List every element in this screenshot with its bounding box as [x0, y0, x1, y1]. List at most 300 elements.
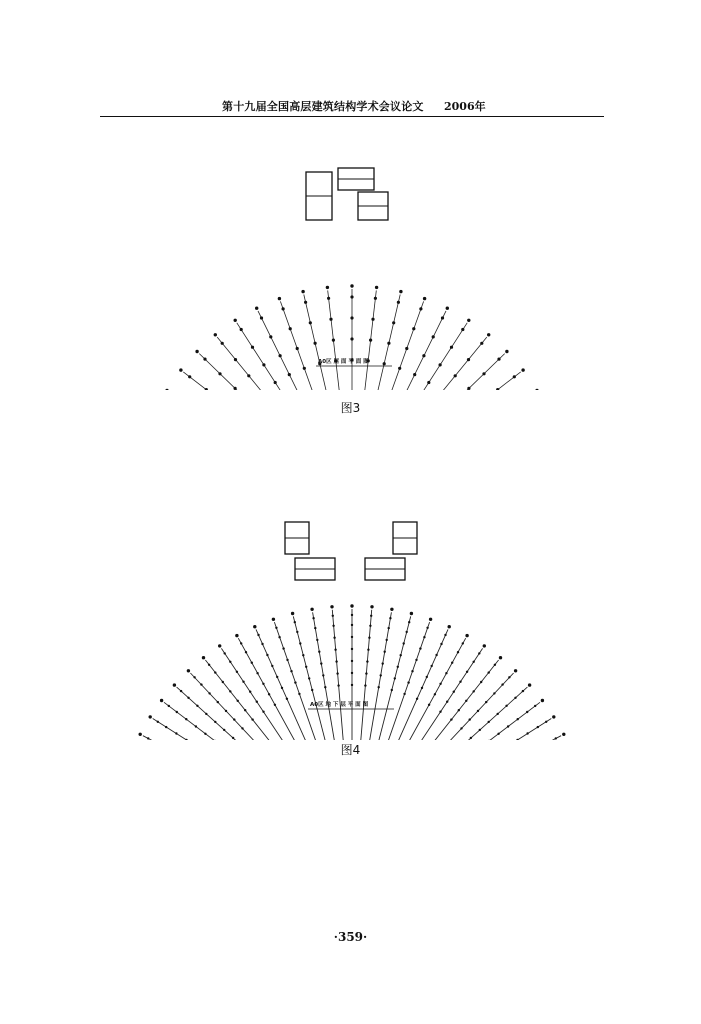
column-node [364, 684, 366, 686]
column-node [350, 337, 353, 340]
column-node [445, 672, 447, 674]
axis-bubble [446, 307, 449, 310]
column-node [290, 670, 292, 672]
column-node [480, 342, 483, 345]
axis-bubble [483, 644, 486, 647]
column-node [386, 639, 388, 641]
column-node [488, 721, 490, 723]
axis-bubble [429, 618, 432, 621]
column-node [505, 705, 507, 707]
column-node [555, 737, 557, 739]
axis-bubble [255, 307, 258, 310]
column-node [351, 636, 353, 638]
column-node [450, 346, 453, 349]
column-node [451, 662, 453, 664]
column-node [299, 642, 301, 644]
column-node [408, 621, 410, 623]
column-node [493, 692, 495, 694]
axis-bubble [514, 669, 517, 672]
column-node [322, 674, 324, 676]
column-node [419, 307, 422, 310]
column-node [240, 328, 243, 331]
axis-bubble [234, 319, 237, 322]
axis-bubble [139, 733, 142, 736]
column-node [508, 676, 510, 678]
column-node [398, 367, 401, 370]
column-node [479, 729, 481, 731]
column-node [461, 328, 464, 331]
axis-bubble [448, 625, 451, 628]
column-node [391, 689, 393, 691]
column-node [413, 373, 416, 376]
column-node [262, 363, 265, 366]
column-node [256, 701, 258, 703]
column-node [176, 711, 178, 713]
column-node [251, 718, 253, 720]
column-node [370, 615, 372, 617]
column-node [271, 665, 273, 667]
axis-bubble [235, 634, 238, 637]
column-node [275, 627, 277, 629]
grid-axis-radial [238, 638, 313, 740]
column-node [229, 661, 231, 663]
axis-bubble [350, 284, 353, 287]
axis-bubble [278, 297, 281, 300]
grid-axis-radial [381, 301, 423, 390]
column-node [240, 642, 242, 644]
grid-axis-radial [332, 610, 345, 740]
column-node [312, 617, 314, 619]
column-node [308, 677, 310, 679]
grid-axis-radial [313, 612, 339, 740]
column-node [327, 297, 330, 300]
grid-axis-radial [304, 295, 333, 391]
column-node [289, 327, 292, 330]
column-node [286, 698, 288, 700]
axis-bubble [218, 644, 221, 647]
column-node [501, 683, 503, 685]
column-node [351, 648, 353, 650]
column-node [383, 362, 386, 365]
column-node [242, 681, 244, 683]
axis-bubble [505, 350, 508, 353]
grid-axis-radial [399, 323, 467, 390]
column-node [365, 672, 367, 674]
column-node [513, 375, 516, 378]
column-node [439, 363, 442, 366]
axis-bubble [202, 656, 205, 659]
column-node [460, 727, 462, 729]
column-node [260, 316, 263, 319]
column-node [332, 339, 335, 342]
axis-bubble [375, 286, 378, 289]
column-node [432, 335, 435, 338]
column-node [369, 339, 372, 342]
column-node [534, 705, 536, 707]
column-node [278, 636, 280, 638]
axis-bubble [562, 733, 565, 736]
column-node [333, 637, 335, 639]
column-node [257, 634, 259, 636]
column-node [332, 615, 334, 617]
column-node [403, 693, 405, 695]
grid-axis-radial [390, 311, 446, 390]
column-node [180, 690, 182, 692]
column-node [188, 375, 191, 378]
axis-bubble [423, 297, 426, 300]
axis-bubble [173, 683, 176, 686]
column-node [444, 634, 446, 636]
column-node [208, 692, 210, 694]
grid-axis-radial [359, 610, 372, 740]
column-node [316, 639, 318, 641]
column-node [374, 297, 377, 300]
column-node [459, 681, 461, 683]
column-node [232, 737, 234, 739]
column-node [245, 651, 247, 653]
column-node [294, 681, 296, 683]
column-node [335, 660, 337, 662]
axis-bubble [179, 368, 182, 371]
column-node [465, 700, 467, 702]
column-node [403, 642, 405, 644]
column-node [185, 718, 187, 720]
column-node [303, 367, 306, 370]
column-node [256, 672, 258, 674]
column-node [193, 676, 195, 678]
column-node [473, 661, 475, 663]
column-node [282, 307, 285, 310]
column-node [204, 733, 206, 735]
column-node [233, 718, 235, 720]
column-node [388, 627, 390, 629]
grid-axis-radial [153, 719, 285, 741]
column-node [368, 637, 370, 639]
column-node [453, 691, 455, 693]
column-node [462, 642, 464, 644]
axis-bubble [272, 618, 275, 621]
column-node [214, 671, 216, 673]
column-node [473, 690, 475, 692]
column-node [311, 689, 313, 691]
axis-bubble [535, 389, 538, 390]
column-node [334, 649, 336, 651]
column-node [244, 709, 246, 711]
axis-bubble [552, 715, 555, 718]
column-node [497, 358, 500, 361]
column-node [397, 301, 400, 304]
plan-title: A0区 地 下 层 平 面 图 [310, 702, 369, 708]
column-node [281, 687, 283, 689]
grid-axis-radial [396, 648, 482, 740]
column-node [435, 654, 437, 656]
column-node [367, 649, 369, 651]
axis-bubble [467, 319, 470, 322]
column-node [351, 672, 353, 674]
column-node [276, 676, 278, 678]
column-node [223, 729, 225, 731]
column-node [214, 721, 216, 723]
column-node [288, 373, 291, 376]
column-node [237, 700, 239, 702]
header-year: 2006年 [444, 100, 486, 113]
column-node [369, 625, 371, 627]
column-node [467, 387, 470, 390]
column-node [441, 316, 444, 319]
grid-axis-radial [258, 311, 314, 390]
column-node [526, 711, 528, 713]
grid-axis-radial [221, 648, 307, 740]
column-node [286, 659, 288, 661]
column-node [234, 358, 237, 361]
column-node [469, 718, 471, 720]
axis-bubble [301, 290, 304, 293]
column-node [397, 666, 399, 668]
column-node [446, 701, 448, 703]
column-node [434, 693, 436, 695]
axis-bubble [330, 605, 333, 608]
column-node [422, 354, 425, 357]
column-node [229, 690, 231, 692]
column-node [392, 321, 395, 324]
roof-plan-drawing [0, 140, 701, 390]
column-node [336, 672, 338, 674]
axis-bubble [370, 605, 373, 608]
axis-bubble [541, 699, 544, 702]
grid-axis-radial [423, 736, 561, 740]
column-node [526, 732, 528, 734]
column-node [350, 316, 353, 319]
column-node [415, 659, 417, 661]
column-node [384, 651, 386, 653]
grid-axis-radial [391, 638, 466, 740]
page-number: ·359· [333, 930, 368, 944]
axis-bubble [253, 625, 256, 628]
column-node [351, 660, 353, 662]
column-node [279, 354, 282, 357]
column-node [426, 676, 428, 678]
axis-bubble [165, 389, 168, 390]
grid-axis-radial [421, 372, 521, 390]
column-node [419, 647, 421, 649]
column-node [411, 670, 413, 672]
column-node [262, 711, 264, 713]
conference-title: 第十九届全国高层建筑结构学术会议论文 [222, 100, 424, 113]
column-node [298, 693, 300, 695]
column-node [378, 686, 380, 688]
grid-axis-radial [407, 337, 487, 390]
axis-bubble [149, 715, 152, 718]
column-node [407, 681, 409, 683]
column-node [314, 342, 317, 345]
column-node [203, 358, 206, 361]
column-node [249, 691, 251, 693]
figure-4-caption: 图4 [340, 743, 361, 757]
column-node [208, 664, 210, 666]
axis-bubble [499, 656, 502, 659]
plan-title: A0区 屋 面 平 面 图 [318, 359, 369, 365]
column-node [247, 374, 250, 377]
column-node [304, 301, 307, 304]
column-node [454, 374, 457, 377]
axis-bubble [350, 604, 353, 607]
figure-4-basement-plan [0, 500, 701, 740]
running-header [100, 96, 604, 117]
column-node [234, 387, 237, 390]
column-node [147, 737, 149, 739]
column-node [218, 372, 221, 375]
column-node [320, 662, 322, 664]
column-node [394, 677, 396, 679]
grid-axis-radial [190, 673, 297, 740]
basement-plan-drawing [0, 500, 701, 740]
axis-bubble [160, 699, 163, 702]
column-node [337, 684, 339, 686]
grid-axis-radial [280, 301, 322, 390]
column-node [480, 681, 482, 683]
column-node [507, 725, 509, 727]
column-node [314, 627, 316, 629]
grid-axis-radial [372, 616, 411, 740]
column-node [482, 372, 485, 375]
column-node [266, 654, 268, 656]
column-node [224, 652, 226, 654]
column-node [217, 701, 219, 703]
grid-axis-radial [237, 323, 305, 390]
column-node [351, 624, 353, 626]
axis-bubble [195, 350, 198, 353]
column-node [274, 381, 277, 384]
column-node [458, 709, 460, 711]
axis-bubble [487, 333, 490, 336]
axis-bubble [326, 286, 329, 289]
column-node [457, 651, 459, 653]
column-node [477, 710, 479, 712]
column-node [236, 671, 238, 673]
column-node [406, 631, 408, 633]
axis-bubble [187, 669, 190, 672]
column-node [412, 327, 415, 330]
column-node [329, 318, 332, 321]
grid-axis-radial [412, 687, 528, 740]
column-node [416, 698, 418, 700]
column-node [380, 674, 382, 676]
column-node [195, 725, 197, 727]
column-node [269, 335, 272, 338]
column-node [497, 733, 499, 735]
column-node [324, 686, 326, 688]
column-node [389, 617, 391, 619]
column-node [428, 704, 430, 706]
axis-bubble [399, 290, 402, 293]
column-node [497, 713, 499, 715]
column-node [494, 664, 496, 666]
column-node [221, 342, 224, 345]
grid-axis-radial [177, 687, 293, 740]
column-node [371, 318, 374, 321]
column-node [421, 687, 423, 689]
column-node [488, 671, 490, 673]
column-node [241, 727, 243, 729]
column-node [351, 684, 353, 686]
column-node [187, 697, 189, 699]
axis-bubble [465, 634, 468, 637]
column-node [485, 701, 487, 703]
grid-axis-radial [143, 736, 281, 740]
column-node [302, 654, 304, 656]
column-node [426, 627, 428, 629]
column-node [387, 342, 390, 345]
column-node [427, 381, 430, 384]
column-node [351, 614, 353, 616]
figure-3-caption: 图3 [340, 401, 361, 415]
column-node [157, 721, 159, 723]
column-node [431, 665, 433, 667]
column-node [309, 321, 312, 324]
column-node [517, 718, 519, 720]
grid-axis-radial [420, 719, 552, 741]
column-node [440, 643, 442, 645]
column-node [450, 718, 452, 720]
grid-axis-radial [365, 612, 391, 740]
column-node [545, 721, 547, 723]
column-node [332, 625, 334, 627]
grid-axis-radial [183, 372, 283, 390]
grid-axis-radial [407, 673, 514, 740]
column-node [405, 347, 408, 350]
column-node [470, 737, 472, 739]
figure-3-roof-plan [0, 140, 701, 390]
axis-bubble [521, 368, 524, 371]
grid-axis-radial [372, 295, 401, 391]
grid-axis-radial [217, 337, 297, 390]
column-node [268, 693, 270, 695]
column-node [205, 713, 207, 715]
axis-bubble [291, 612, 294, 615]
column-node [439, 711, 441, 713]
column-node [225, 710, 227, 712]
column-node [514, 697, 516, 699]
column-node [296, 347, 299, 350]
column-node [196, 705, 198, 707]
column-node [251, 662, 253, 664]
column-node [251, 346, 254, 349]
column-node [350, 295, 353, 298]
axis-bubble [214, 333, 217, 336]
column-node [305, 666, 307, 668]
column-node [274, 704, 276, 706]
column-node [522, 690, 524, 692]
column-node [261, 643, 263, 645]
column-node [175, 732, 177, 734]
column-node [366, 660, 368, 662]
column-node [478, 652, 480, 654]
axis-bubble [390, 608, 393, 611]
column-node [467, 358, 470, 361]
column-node [294, 621, 296, 623]
column-node [466, 671, 468, 673]
column-node [537, 726, 539, 728]
grid-axis-radial [293, 616, 332, 740]
column-node [423, 636, 425, 638]
column-node [318, 651, 320, 653]
column-node [200, 683, 202, 685]
axis-bubble [310, 608, 313, 611]
column-node [439, 683, 441, 685]
axis-bubble [410, 612, 413, 615]
column-node [282, 647, 284, 649]
column-node [168, 705, 170, 707]
